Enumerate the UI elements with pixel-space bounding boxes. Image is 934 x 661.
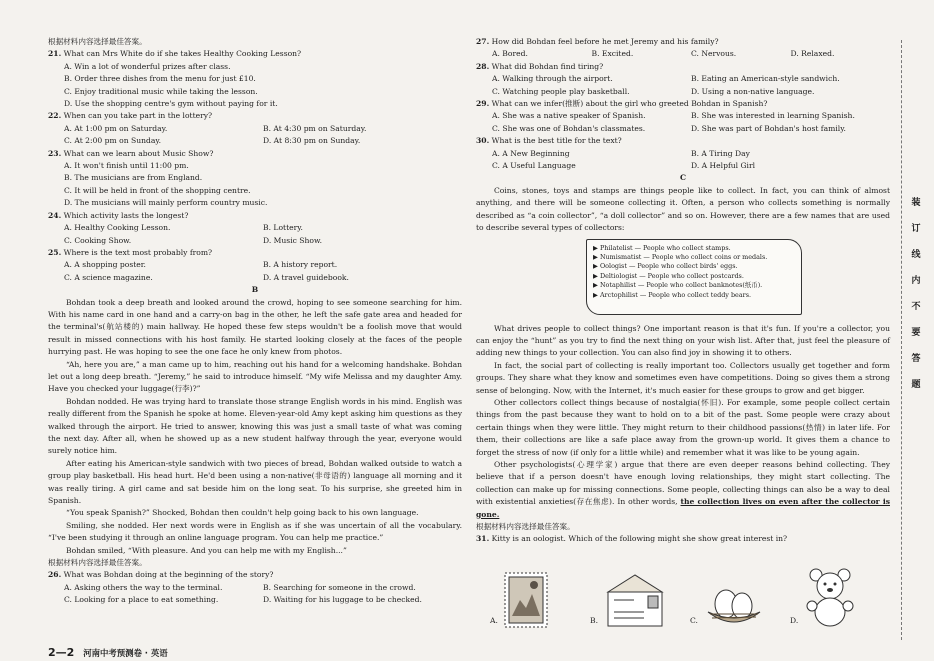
question-text: What is the best title for the text? <box>491 136 622 146</box>
option-letter: D. <box>790 616 799 626</box>
answer-option: D. Relaxed. <box>790 49 835 59</box>
passage-paragraph: “Ah, here you are,” a man came up to him, reaching out his hand for a welcoming handshake. Bohdan let out a long deep breath. “Jeremy,” he said to introduce himself. “My wife Melissa and my daughter Amy. Have you checked your luggage(行李)?” <box>48 359 462 394</box>
collector-definition: ▶ Philatelist — People who collect stamps. <box>593 243 731 252</box>
collector-definition: ▶ Notaphilist — People who collect banknotes(纸币). <box>593 281 763 290</box>
answer-option: B. Searching for someone in the crowd. <box>263 582 416 592</box>
options-list <box>64 582 462 607</box>
passage-paragraph: Bohdan nodded. He was trying hard to translate those strange English words in his mind. English was really different from the Spanish he spoke at home. Eleven-year-old Amy kept asking him questions as they walked through the airport. He tried to answer, knowing this was just a small taste of what was coming the next day. After all, when he showed up as a new student halfway through the year, everyone would surely notice him. <box>48 396 462 456</box>
answer-option: A. A shopping poster. <box>64 260 146 270</box>
postcard-icon <box>604 572 666 628</box>
question <box>48 48 462 60</box>
page-number: 2—2 <box>48 646 75 659</box>
section-b-heading: B <box>251 285 259 295</box>
answer-option: C. Cooking Show. <box>64 235 132 245</box>
answer-option: A. At 1:00 pm on Saturday. <box>64 123 168 133</box>
option-a-stamp <box>490 550 590 628</box>
option-c-eggs <box>690 550 790 628</box>
question-text: Kitty is an oologist. Which of the following might she show great interest in? <box>491 534 788 544</box>
question-number: 26. <box>48 570 62 580</box>
passage-paragraph: Smiling, she nodded. Her next words were in English as if she was uncertain of all the vocabulary. “I've been studying it through an online language program. You can help me practice.” <box>48 520 462 543</box>
options-list <box>64 160 462 210</box>
answer-option: D. The musicians will mainly perform country music. <box>64 198 268 208</box>
collector-definition: ▶ Numismatist — People who collect coins or medals. <box>593 252 768 261</box>
passage-paragraph: What drives people to collect things? One important reason is that it's fun. If you're a collector, you can enjoy the “hunt” as you try to find the next thing on your wish list. After that, just feel the pleasure of adding new things to your collection. You can also find joy in showing it to others. <box>476 323 890 358</box>
options-list <box>64 259 462 284</box>
option-letter: A. <box>490 616 498 626</box>
collector-definition: ▶ Oologist — People who collect birds' eggs. <box>593 262 738 271</box>
answer-option: D. Music Show. <box>263 235 322 245</box>
answer-option: A. She was a native speaker of Spanish. <box>492 111 646 121</box>
option-letter: B. <box>590 616 598 626</box>
answer-option: B. Excited. <box>591 49 634 59</box>
question-number: 29. <box>476 99 490 109</box>
questions-a <box>48 48 462 284</box>
answer-option: D. A Helpful Girl <box>691 161 756 171</box>
stamp-icon <box>504 572 548 628</box>
answer-option: B. A Tiring Day <box>691 148 750 158</box>
passage-c-last <box>476 459 890 521</box>
answer-option: B. At 4:30 pm on Saturday. <box>263 123 367 133</box>
question-text: What did Bohdan find tiring? <box>491 61 604 71</box>
question-text: What was Bohdan doing at the beginning of the story? <box>63 570 274 580</box>
binding-margin <box>901 40 928 640</box>
question-text: When can you take part in the lottery? <box>63 111 213 121</box>
question-number: 31. <box>476 534 490 544</box>
options-list <box>64 222 462 247</box>
answer-option: C. Watching people play basketball. <box>492 86 630 96</box>
option-letter: C. <box>690 616 698 626</box>
answer-option: A. Healthy Cooking Lesson. <box>64 223 171 233</box>
answer-option: C. Nervous. <box>691 49 737 59</box>
options-list <box>492 148 890 173</box>
question-26 <box>48 569 462 606</box>
question <box>48 247 462 259</box>
question-number: 25. <box>48 247 62 257</box>
question-number: 21. <box>48 49 62 59</box>
question-number: 27. <box>476 37 490 46</box>
footer-title: 河南中考预测卷 · 英语 <box>83 648 168 658</box>
question-text: What can we infer(推断) about the girl who greeted Bohdan in Spanish? <box>491 99 768 109</box>
answer-option: A. Win a lot of wonderful prizes after class. <box>64 61 231 71</box>
options-list <box>492 48 890 60</box>
question <box>476 135 890 147</box>
question <box>48 210 462 222</box>
collectors-list-box <box>586 239 802 315</box>
collector-definition: ▶ Deltiologist — People who collect postcards. <box>593 271 744 280</box>
question-number: 28. <box>476 61 490 71</box>
question <box>48 148 462 160</box>
passage-paragraph: After eating his American-style sandwich with two pieces of bread, Bohdan walked outside to watch a group play basketball. His head hurt. He'd been using a non-native(非母语的) language all morning and it was really tiring. A girl came and sat beside him on the long seat. To his surprise, she greeted him in Spanish. <box>48 458 462 506</box>
passage-paragraph: Bohdan took a deep breath and looked around the crowd, hoping to see someone searching for him. With his name card in one hand and a carry-on bag in the other, he left the safe gate area and headed for the terminal's(航站楼的) main hallway. He hoped these few steps wouldn't be a foolish move that would result in missed connections with his host family. He started looking closely at the faces of the people hurrying past. He was hoping to see the one face he only knew from photos. <box>48 297 462 357</box>
answer-option: A. Bored. <box>492 49 528 59</box>
questions-27-30 <box>476 36 890 172</box>
question <box>48 569 462 581</box>
question-31 <box>476 533 890 545</box>
passage-b <box>48 297 462 558</box>
right-column <box>476 36 890 628</box>
options-list <box>492 110 890 135</box>
collector-definition: ▶ Arctophilist — People who collect teddy bears. <box>593 290 752 299</box>
question <box>476 36 890 48</box>
instruction-a: 根据材料内容选择最佳答案。 <box>48 37 147 46</box>
question-text: Where is the text most probably from? <box>63 247 213 257</box>
answer-option: A. It won't finish until 11:00 pm. <box>64 161 189 171</box>
page-footer <box>48 647 168 659</box>
answer-option: D. A travel guidebook. <box>263 272 349 282</box>
question-text: How did Bohdan feel before he met Jeremy and his family? <box>491 37 719 46</box>
answer-option: B. Order three dishes from the menu for just £10. <box>64 74 256 84</box>
question <box>476 98 890 110</box>
answer-option: A. A New Beginning <box>492 148 570 158</box>
instruction-c: 根据材料内容选择最佳答案。 <box>476 522 575 531</box>
question-number: 30. <box>476 136 490 146</box>
question <box>48 110 462 122</box>
answer-option: A. Walking through the airport. <box>492 74 613 84</box>
answer-option: C. A Useful Language <box>492 161 576 171</box>
option-b-postcard <box>590 550 690 628</box>
section-c-heading: C <box>679 173 687 183</box>
eggs-nest-icon <box>704 584 764 628</box>
option-d-teddy-bear <box>790 550 890 628</box>
binding-label: 装订线内不要答题 <box>911 198 921 390</box>
answer-option: D. She was part of Bohdan's host family. <box>691 123 846 133</box>
answer-option: C. She was one of Bohdan's classmates. <box>492 123 646 133</box>
answer-option: D. Use the shopping centre's gym without paying for it. <box>64 99 278 109</box>
answer-option: B. Eating an American-style sandwich. <box>691 74 840 84</box>
question-text: What can Mrs White do if she takes Healthy Cooking Lesson? <box>63 49 302 59</box>
passage-paragraph: In fact, the social part of collecting is really important too. Collectors usually get together and form groups. They share what they know and sometimes even have competitions. Doing so gives them a strong sense of belonging. Now, with the Internet, it's much easier for these groups to grow and get bigger. <box>476 360 890 395</box>
answer-option: C. Looking for a place to eat something. <box>64 595 219 605</box>
passage-paragraph: “You speak Spanish?” Shocked, Bohdan then couldn't help going back to his own language. <box>66 508 419 518</box>
answer-option: C. A science magazine. <box>64 272 153 282</box>
options-list <box>64 123 462 148</box>
answer-option: B. The musicians are from England. <box>64 173 203 183</box>
passage-paragraph: Bohdan smiled, “With pleasure. And you can help me with my English...” <box>66 545 347 555</box>
answer-option: C. At 2:00 pm on Sunday. <box>64 136 162 146</box>
left-column <box>48 36 462 607</box>
answer-option: D. Waiting for his luggage to be checked. <box>263 595 422 605</box>
passage-paragraph: Other collectors collect things because of nostalgia(怀旧). For example, some people collect certain things from the past because they want to hold on to a bit of the past. Some people were crazy about certain things when they were little. They might return to their childhood passions(热情) in later life. For them, their collections are like a safe place away from the grown-up world. It gives them a chance to forget the stress of now (if only for a little while) and remember what it was like to be young again. <box>476 397 890 457</box>
answer-option: C. It will be held in front of the shopping centre. <box>64 185 251 195</box>
passage-c-last-text: Other psychologists(心理学家) argue that there are even deeper reasons behind collecting. They believe that if a person doesn't have enough loving relationships, they might start collecting. The collection can make up for missing connections. Some people, collecting things can also be a way to deal with existential anxieties(存在焦虑). In other words, <box>476 459 890 507</box>
answer-option: B. She was interested in learning Spanish. <box>691 111 855 121</box>
instruction-b: 根据材料内容选择最佳答案。 <box>48 558 147 568</box>
answer-option: B. A history report. <box>263 260 338 270</box>
options-list <box>492 73 890 98</box>
question <box>476 61 890 73</box>
passage-c-intro: Coins, stones, toys and stamps are things people like to collect. In fact, you can think of almost anything, and there will be someone collecting it. Often, a person who collects something is normally described as “a coin collector”, “a doll collector” and so on. However, there are a few names that are used to describe several types of collectors: <box>476 185 890 233</box>
question-31-pictures <box>490 550 890 628</box>
answer-option: A. Asking others the way to the terminal. <box>64 582 223 592</box>
answer-option: C. Enjoy traditional music while taking the lesson. <box>64 86 258 96</box>
question-text: What can we learn about Music Show? <box>63 148 214 158</box>
passage-c <box>476 323 890 459</box>
options-list <box>64 61 462 111</box>
question-number: 23. <box>48 148 62 158</box>
answer-option: D. Using a non-native language. <box>691 86 815 96</box>
question-number: 24. <box>48 210 62 220</box>
answer-option: B. Lottery. <box>263 223 303 233</box>
underlined-sentence: the collection lives on even after the collector is gone. <box>476 497 890 519</box>
question-number: 22. <box>48 111 62 121</box>
answer-option: D. At 8:30 pm on Sunday. <box>263 136 361 146</box>
question-text: Which activity lasts the longest? <box>63 210 189 220</box>
teddy-bear-icon <box>804 566 856 628</box>
